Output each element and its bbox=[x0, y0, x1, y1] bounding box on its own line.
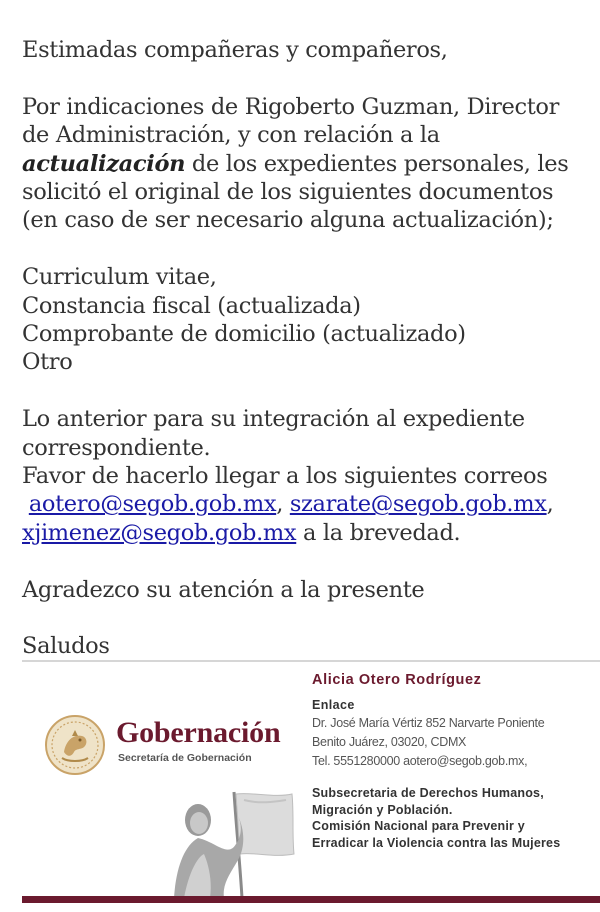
paragraph-line: Lo anterior para su integración al expediente bbox=[22, 406, 525, 433]
signature-bottom-bar bbox=[22, 896, 600, 903]
contact-phone-email: Tel. 5551280000 aotero@segob.gob.mx, bbox=[312, 754, 528, 768]
org-line: Subsecretaria de Derechos Humanos, bbox=[312, 786, 544, 800]
paragraph-line: Por indicaciones de Rigoberto Guzman, Director bbox=[22, 93, 560, 120]
contact-address-line2: Benito Juárez, 03020, CDMX bbox=[312, 735, 467, 749]
email-link-xjimenez[interactable]: xjimenez@segob.gob.mx bbox=[22, 519, 297, 546]
org-line: Migración y Población. bbox=[312, 802, 453, 817]
paragraph-line: Favor de hacerlo llegar a los siguientes correos bbox=[22, 463, 548, 490]
paragraph-line: solicitó el original de los siguientes documentos bbox=[22, 179, 554, 206]
paragraph-text: de los expedientes personales, les bbox=[185, 150, 569, 177]
email-links-line bbox=[22, 519, 594, 547]
contact-details bbox=[312, 668, 600, 851]
thanks-line: Agradezco su atención a la presente bbox=[22, 576, 425, 603]
comma: , bbox=[546, 491, 554, 518]
org-line: Comisión Nacional para Prevenir y bbox=[312, 819, 525, 833]
email-signature bbox=[22, 664, 600, 898]
emphasis-text: actualización bbox=[22, 150, 186, 177]
email-links-line bbox=[22, 490, 594, 518]
paragraph-line: correspondiente. bbox=[22, 434, 211, 461]
greeting: Estimadas compañeras y compañeros, bbox=[22, 37, 448, 63]
logo-subtitle: Secretaría de Gobernación bbox=[118, 752, 252, 764]
document-item: Comprobante de domicilio (actualizado) bbox=[22, 321, 466, 348]
signature-divider bbox=[22, 660, 600, 662]
paragraph-line: (en caso de ser necesario alguna actualización); bbox=[22, 207, 554, 234]
document-item: Constancia fiscal (actualizada) bbox=[22, 292, 361, 319]
paragraph-text: a la brevedad. bbox=[296, 519, 461, 546]
comma: , bbox=[276, 491, 283, 518]
contact-name: Alicia Otero Rodríguez bbox=[312, 672, 482, 688]
contact-role: Enlace bbox=[312, 698, 355, 712]
contact-address-line1: Dr. José María Vértiz 852 Narvarte Poniente bbox=[312, 716, 545, 730]
coat-of-arms-icon bbox=[44, 714, 106, 776]
paragraph-line: de Administración, y con relación a la bbox=[22, 122, 440, 149]
closing-line: Saludos bbox=[22, 633, 110, 660]
document-item: Curriculum vitae, bbox=[22, 264, 217, 291]
document-item: Otro bbox=[22, 349, 73, 376]
logo-title: Gobernación bbox=[116, 716, 281, 749]
org-line: Erradicar la Violencia contra las Mujeres bbox=[312, 835, 561, 850]
paragraph-line bbox=[22, 150, 594, 178]
woman-with-flag-illustration-icon bbox=[124, 784, 304, 898]
email-link-szarate[interactable]: szarate@segob.gob.mx bbox=[289, 491, 547, 518]
email-link-aotero[interactable]: aotero@segob.gob.mx bbox=[28, 491, 277, 518]
gobernacion-logo bbox=[44, 710, 304, 780]
email-body bbox=[22, 36, 594, 661]
